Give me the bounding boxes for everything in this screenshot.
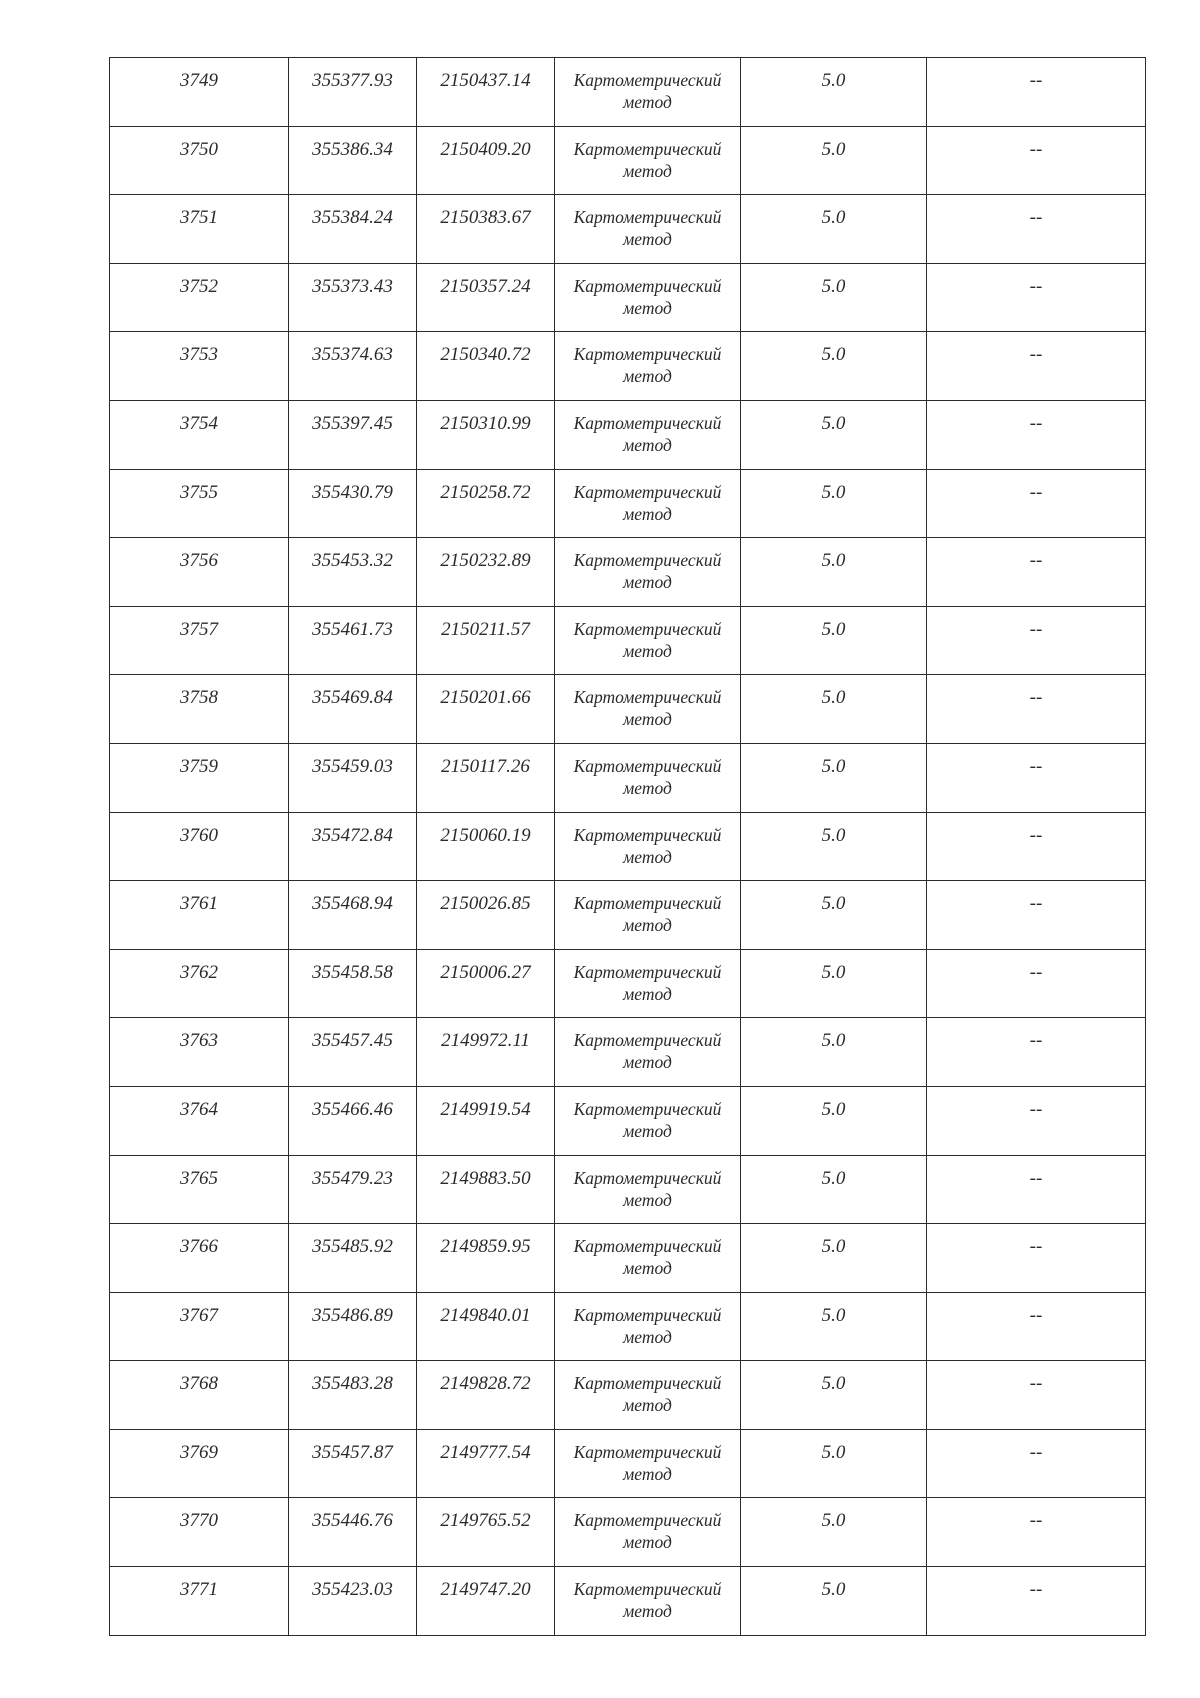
method-cell: Картометрический метод bbox=[555, 743, 741, 812]
x-coordinate-cell: 355377.93 bbox=[289, 58, 417, 127]
method-cell: Картометрический метод bbox=[555, 1567, 741, 1636]
table-row bbox=[110, 1429, 1146, 1498]
accuracy-cell: 5.0 bbox=[741, 1361, 927, 1430]
accuracy-cell: 5.0 bbox=[741, 58, 927, 127]
x-coordinate-cell: 355469.84 bbox=[289, 675, 417, 744]
note-cell: -- bbox=[927, 263, 1146, 332]
method-cell: Картометрический метод bbox=[555, 881, 741, 950]
table-body bbox=[110, 58, 1146, 1636]
accuracy-cell: 5.0 bbox=[741, 1086, 927, 1155]
accuracy-cell: 5.0 bbox=[741, 195, 927, 264]
accuracy-cell: 5.0 bbox=[741, 126, 927, 195]
point-number-cell: 3752 bbox=[110, 263, 289, 332]
note-cell: -- bbox=[927, 1292, 1146, 1361]
point-number-cell: 3762 bbox=[110, 949, 289, 1018]
y-coordinate-cell: 2149765.52 bbox=[417, 1498, 555, 1567]
x-coordinate-cell: 355479.23 bbox=[289, 1155, 417, 1224]
y-coordinate-cell: 2150437.14 bbox=[417, 58, 555, 127]
method-cell: Картометрический метод bbox=[555, 1224, 741, 1293]
table-row bbox=[110, 1567, 1146, 1636]
x-coordinate-cell: 355457.87 bbox=[289, 1429, 417, 1498]
accuracy-cell: 5.0 bbox=[741, 675, 927, 744]
point-number-cell: 3767 bbox=[110, 1292, 289, 1361]
accuracy-cell: 5.0 bbox=[741, 332, 927, 401]
note-cell: -- bbox=[927, 1361, 1146, 1430]
y-coordinate-cell: 2149972.11 bbox=[417, 1018, 555, 1087]
y-coordinate-cell: 2150232.89 bbox=[417, 538, 555, 607]
point-number-cell: 3770 bbox=[110, 1498, 289, 1567]
x-coordinate-cell: 355485.92 bbox=[289, 1224, 417, 1293]
method-cell: Картометрический метод bbox=[555, 812, 741, 881]
y-coordinate-cell: 2150201.66 bbox=[417, 675, 555, 744]
y-coordinate-cell: 2149828.72 bbox=[417, 1361, 555, 1430]
x-coordinate-cell: 355458.58 bbox=[289, 949, 417, 1018]
accuracy-cell: 5.0 bbox=[741, 1429, 927, 1498]
point-number-cell: 3753 bbox=[110, 332, 289, 401]
table-row bbox=[110, 743, 1146, 812]
x-coordinate-cell: 355457.45 bbox=[289, 1018, 417, 1087]
point-number-cell: 3757 bbox=[110, 606, 289, 675]
y-coordinate-cell: 2150006.27 bbox=[417, 949, 555, 1018]
table-row bbox=[110, 538, 1146, 607]
note-cell: -- bbox=[927, 469, 1146, 538]
note-cell: -- bbox=[927, 332, 1146, 401]
x-coordinate-cell: 355461.73 bbox=[289, 606, 417, 675]
note-cell: -- bbox=[927, 538, 1146, 607]
x-coordinate-cell: 355373.43 bbox=[289, 263, 417, 332]
y-coordinate-cell: 2150258.72 bbox=[417, 469, 555, 538]
y-coordinate-cell: 2149919.54 bbox=[417, 1086, 555, 1155]
y-coordinate-cell: 2150211.57 bbox=[417, 606, 555, 675]
table-row bbox=[110, 400, 1146, 469]
method-cell: Картометрический метод bbox=[555, 1429, 741, 1498]
y-coordinate-cell: 2149859.95 bbox=[417, 1224, 555, 1293]
table-row bbox=[110, 606, 1146, 675]
y-coordinate-cell: 2150060.19 bbox=[417, 812, 555, 881]
table-row bbox=[110, 332, 1146, 401]
x-coordinate-cell: 355423.03 bbox=[289, 1567, 417, 1636]
point-number-cell: 3758 bbox=[110, 675, 289, 744]
x-coordinate-cell: 355384.24 bbox=[289, 195, 417, 264]
y-coordinate-cell: 2150409.20 bbox=[417, 126, 555, 195]
point-number-cell: 3750 bbox=[110, 126, 289, 195]
note-cell: -- bbox=[927, 1086, 1146, 1155]
point-number-cell: 3754 bbox=[110, 400, 289, 469]
point-number-cell: 3760 bbox=[110, 812, 289, 881]
table-row bbox=[110, 1086, 1146, 1155]
table-row bbox=[110, 1018, 1146, 1087]
x-coordinate-cell: 355472.84 bbox=[289, 812, 417, 881]
method-cell: Картометрический метод bbox=[555, 263, 741, 332]
accuracy-cell: 5.0 bbox=[741, 263, 927, 332]
x-coordinate-cell: 355446.76 bbox=[289, 1498, 417, 1567]
note-cell: -- bbox=[927, 812, 1146, 881]
accuracy-cell: 5.0 bbox=[741, 400, 927, 469]
method-cell: Картометрический метод bbox=[555, 332, 741, 401]
accuracy-cell: 5.0 bbox=[741, 1224, 927, 1293]
point-number-cell: 3763 bbox=[110, 1018, 289, 1087]
x-coordinate-cell: 355468.94 bbox=[289, 881, 417, 950]
note-cell: -- bbox=[927, 743, 1146, 812]
method-cell: Картометрический метод bbox=[555, 538, 741, 607]
y-coordinate-cell: 2150383.67 bbox=[417, 195, 555, 264]
method-cell: Картометрический метод bbox=[555, 469, 741, 538]
method-cell: Картометрический метод bbox=[555, 949, 741, 1018]
accuracy-cell: 5.0 bbox=[741, 538, 927, 607]
accuracy-cell: 5.0 bbox=[741, 469, 927, 538]
table-row bbox=[110, 1498, 1146, 1567]
table-row bbox=[110, 1155, 1146, 1224]
method-cell: Картометрический метод bbox=[555, 1018, 741, 1087]
table-row bbox=[110, 1361, 1146, 1430]
point-number-cell: 3759 bbox=[110, 743, 289, 812]
method-cell: Картометрический метод bbox=[555, 1292, 741, 1361]
note-cell: -- bbox=[927, 126, 1146, 195]
accuracy-cell: 5.0 bbox=[741, 1567, 927, 1636]
table-row bbox=[110, 675, 1146, 744]
accuracy-cell: 5.0 bbox=[741, 1498, 927, 1567]
table-row bbox=[110, 812, 1146, 881]
x-coordinate-cell: 355486.89 bbox=[289, 1292, 417, 1361]
x-coordinate-cell: 355397.45 bbox=[289, 400, 417, 469]
y-coordinate-cell: 2149883.50 bbox=[417, 1155, 555, 1224]
point-number-cell: 3756 bbox=[110, 538, 289, 607]
note-cell: -- bbox=[927, 195, 1146, 264]
coordinates-table bbox=[109, 57, 1146, 1636]
note-cell: -- bbox=[927, 881, 1146, 950]
note-cell: -- bbox=[927, 606, 1146, 675]
accuracy-cell: 5.0 bbox=[741, 881, 927, 950]
table-row bbox=[110, 949, 1146, 1018]
point-number-cell: 3751 bbox=[110, 195, 289, 264]
method-cell: Картометрический метод bbox=[555, 195, 741, 264]
note-cell: -- bbox=[927, 1018, 1146, 1087]
x-coordinate-cell: 355430.79 bbox=[289, 469, 417, 538]
accuracy-cell: 5.0 bbox=[741, 1292, 927, 1361]
note-cell: -- bbox=[927, 1498, 1146, 1567]
accuracy-cell: 5.0 bbox=[741, 812, 927, 881]
y-coordinate-cell: 2149840.01 bbox=[417, 1292, 555, 1361]
y-coordinate-cell: 2149777.54 bbox=[417, 1429, 555, 1498]
y-coordinate-cell: 2150340.72 bbox=[417, 332, 555, 401]
x-coordinate-cell: 355483.28 bbox=[289, 1361, 417, 1430]
method-cell: Картометрический метод bbox=[555, 1498, 741, 1567]
point-number-cell: 3761 bbox=[110, 881, 289, 950]
method-cell: Картометрический метод bbox=[555, 126, 741, 195]
point-number-cell: 3764 bbox=[110, 1086, 289, 1155]
note-cell: -- bbox=[927, 1567, 1146, 1636]
method-cell: Картометрический метод bbox=[555, 58, 741, 127]
point-number-cell: 3771 bbox=[110, 1567, 289, 1636]
x-coordinate-cell: 355386.34 bbox=[289, 126, 417, 195]
accuracy-cell: 5.0 bbox=[741, 606, 927, 675]
x-coordinate-cell: 355459.03 bbox=[289, 743, 417, 812]
point-number-cell: 3755 bbox=[110, 469, 289, 538]
accuracy-cell: 5.0 bbox=[741, 949, 927, 1018]
table-row bbox=[110, 58, 1146, 127]
accuracy-cell: 5.0 bbox=[741, 743, 927, 812]
note-cell: -- bbox=[927, 400, 1146, 469]
table-row bbox=[110, 881, 1146, 950]
note-cell: -- bbox=[927, 949, 1146, 1018]
y-coordinate-cell: 2150026.85 bbox=[417, 881, 555, 950]
method-cell: Картометрический метод bbox=[555, 1086, 741, 1155]
table-row bbox=[110, 1292, 1146, 1361]
y-coordinate-cell: 2150117.26 bbox=[417, 743, 555, 812]
note-cell: -- bbox=[927, 1224, 1146, 1293]
point-number-cell: 3749 bbox=[110, 58, 289, 127]
x-coordinate-cell: 355453.32 bbox=[289, 538, 417, 607]
note-cell: -- bbox=[927, 1429, 1146, 1498]
table-row bbox=[110, 263, 1146, 332]
point-number-cell: 3769 bbox=[110, 1429, 289, 1498]
method-cell: Картометрический метод bbox=[555, 606, 741, 675]
table-row bbox=[110, 126, 1146, 195]
note-cell: -- bbox=[927, 1155, 1146, 1224]
point-number-cell: 3766 bbox=[110, 1224, 289, 1293]
point-number-cell: 3765 bbox=[110, 1155, 289, 1224]
y-coordinate-cell: 2150357.24 bbox=[417, 263, 555, 332]
accuracy-cell: 5.0 bbox=[741, 1155, 927, 1224]
table-row bbox=[110, 469, 1146, 538]
table-row bbox=[110, 195, 1146, 264]
point-number-cell: 3768 bbox=[110, 1361, 289, 1430]
note-cell: -- bbox=[927, 675, 1146, 744]
method-cell: Картометрический метод bbox=[555, 675, 741, 744]
y-coordinate-cell: 2149747.20 bbox=[417, 1567, 555, 1636]
table-row bbox=[110, 1224, 1146, 1293]
x-coordinate-cell: 355374.63 bbox=[289, 332, 417, 401]
y-coordinate-cell: 2150310.99 bbox=[417, 400, 555, 469]
method-cell: Картометрический метод bbox=[555, 1361, 741, 1430]
accuracy-cell: 5.0 bbox=[741, 1018, 927, 1087]
method-cell: Картометрический метод bbox=[555, 1155, 741, 1224]
method-cell: Картометрический метод bbox=[555, 400, 741, 469]
x-coordinate-cell: 355466.46 bbox=[289, 1086, 417, 1155]
note-cell: -- bbox=[927, 58, 1146, 127]
